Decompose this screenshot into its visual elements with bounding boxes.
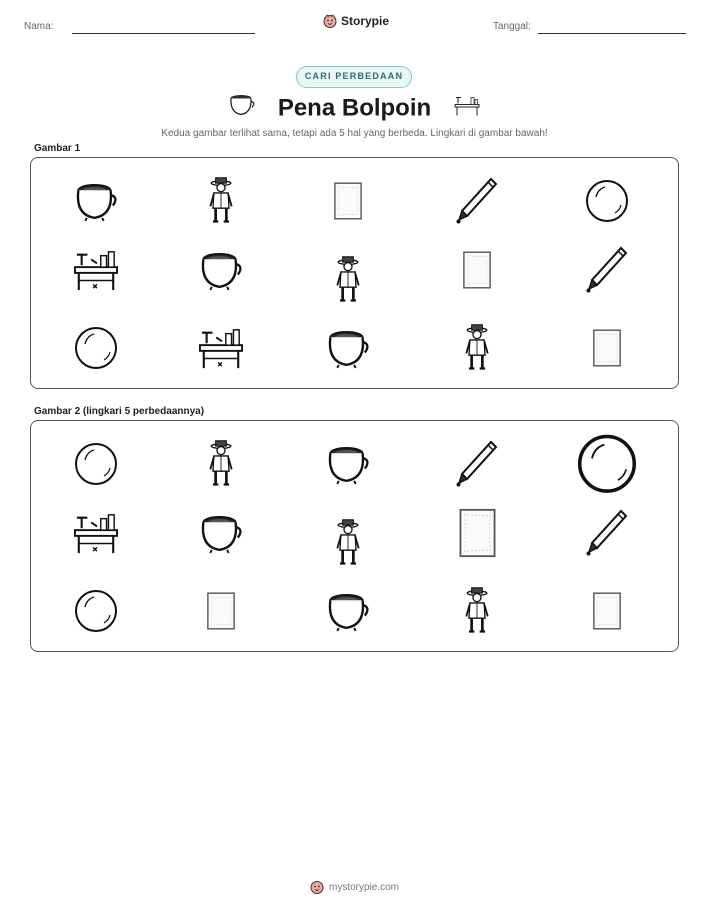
title-text: Pena Bolpoin bbox=[277, 94, 432, 122]
brand-logo bbox=[323, 14, 389, 28]
date-line[interactable] bbox=[538, 33, 686, 34]
paper-icon[interactable] bbox=[447, 503, 507, 563]
detective-icon[interactable] bbox=[191, 434, 251, 494]
brand-name: Storypie bbox=[341, 14, 390, 28]
bubble-icon[interactable] bbox=[577, 434, 637, 494]
instructions: Kedua gambar terlihat sama, tetapi ada 5 hal yang berbeda. Lingkari di gambar bawah! bbox=[161, 128, 548, 139]
pot-icon bbox=[66, 171, 126, 231]
activity-badge: CARI PERBEDAAN bbox=[296, 66, 412, 88]
section-2-label: Gambar 2 (lingkari 5 perbedaannya) bbox=[34, 406, 205, 417]
workbench-icon bbox=[66, 240, 126, 300]
pen-icon bbox=[577, 240, 637, 300]
footer-site: mystorypie.com bbox=[328, 881, 399, 893]
page-title bbox=[0, 92, 709, 125]
detective-icon bbox=[318, 250, 378, 310]
storypie-footer-icon bbox=[310, 880, 324, 894]
pen-icon[interactable] bbox=[577, 503, 637, 563]
detective-icon[interactable] bbox=[447, 581, 507, 641]
pot-icon[interactable] bbox=[318, 581, 378, 641]
paper-icon bbox=[318, 171, 378, 231]
picture-2-panel[interactable] bbox=[30, 420, 679, 652]
pen-icon bbox=[447, 171, 507, 231]
pot-icon[interactable] bbox=[191, 503, 251, 563]
detective-icon[interactable] bbox=[318, 513, 378, 573]
paper-icon bbox=[577, 318, 637, 378]
storypie-logo-icon bbox=[323, 14, 337, 28]
detective-icon bbox=[447, 318, 507, 378]
paper-icon[interactable] bbox=[191, 581, 251, 641]
bubble-icon[interactable] bbox=[66, 434, 126, 494]
workbench-icon bbox=[191, 318, 251, 378]
paper-icon bbox=[447, 240, 507, 300]
pot-icon bbox=[191, 240, 251, 300]
picture-1-panel bbox=[30, 157, 679, 389]
name-line[interactable] bbox=[72, 33, 255, 34]
date-label: Tanggal: bbox=[493, 21, 531, 32]
title-pot-icon bbox=[227, 92, 257, 125]
workbench-icon[interactable] bbox=[66, 503, 126, 563]
detective-icon bbox=[191, 171, 251, 231]
pen-icon[interactable] bbox=[447, 434, 507, 494]
bubble-icon bbox=[66, 318, 126, 378]
pot-icon[interactable] bbox=[318, 434, 378, 494]
pot-icon bbox=[318, 318, 378, 378]
section-1-label: Gambar 1 bbox=[34, 143, 81, 154]
name-label: Nama: bbox=[24, 21, 54, 32]
footer bbox=[0, 880, 709, 894]
title-workbench-icon bbox=[452, 92, 482, 125]
bubble-icon[interactable] bbox=[66, 581, 126, 641]
paper-icon[interactable] bbox=[577, 581, 637, 641]
bubble-icon bbox=[577, 171, 637, 231]
